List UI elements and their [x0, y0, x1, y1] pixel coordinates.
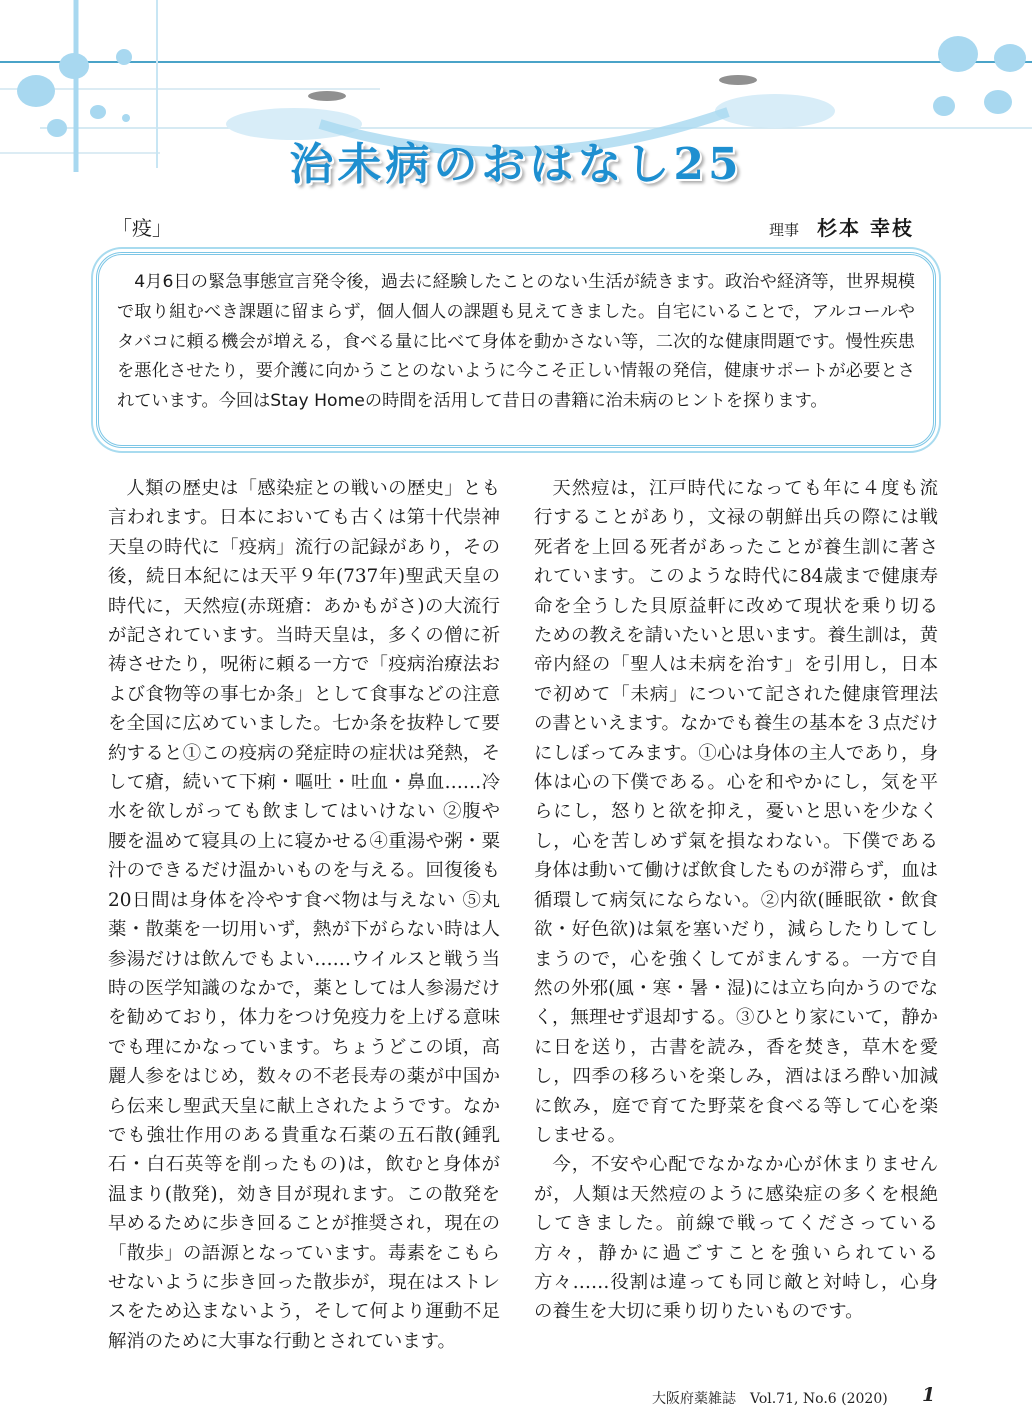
page-title: 治未病のおはなし25	[289, 139, 743, 190]
intro-text: 4月6日の緊急事態宣言発令後，過去に経験したことのない生活が続きます。政治や経済等，世界規模で取り組むべき課題に留まらず，個人個人の課題も見えてきました。自宅にいることで，アルコールやタバコに頼る機会が増える，食べる量に比べて身体を動かさない等，二次的な健康問題です。慢性疾患を悪化させたり，要介護に向かうことのないように今こそ正しい情報の発信，健康サポートが必要とされています。今回はStay Homeの時間を活用して昔日の書籍に治未病のヒントを探ります。	[117, 272, 915, 412]
body-paragraph: 今，不安や心配でなかなか心が休まりませんが，人類は天然痘のように感染症の多くを根絶してきました。前線で戦ってくださっている方々，静かに過ごすことを強いられている方々……役割は違っても同じ敵と対峙し，心身の養生を大切に乗り切りたいものです。	[534, 1154, 938, 1323]
intro-box	[96, 252, 936, 448]
bubble	[90, 105, 106, 119]
bubble	[116, 49, 132, 65]
page-number: 1	[922, 1384, 936, 1406]
author-name: 杉本 幸枝	[817, 216, 914, 240]
journal-name: 大阪府薬雑誌	[652, 1391, 736, 1407]
swoosh	[715, 94, 835, 128]
journal-volume: Vol.71, No.6 (2020)	[750, 1391, 888, 1407]
author-line	[769, 212, 914, 241]
bubble	[933, 96, 955, 116]
bubble	[59, 53, 89, 79]
bubble	[994, 44, 1026, 72]
topic-heading: 「疫」	[112, 216, 172, 240]
body-paragraph: 天然痘は，江戸時代になっても年に４度も流行することがあり，文禄の朝鮮出兵の際には戦死者を上回る死者があったことが養生訓に著されています。このような時代に84歳まで健康寿命を全うした貝原益軒に改めて現状を乗り切るための教えを請いたいと思います。養生訓は，黄帝内経の「聖人は未病を治す」を引用し，日本で初めて「未病」について記された健康管理法の書といえます。なかでも養生の基本を３点だけにしぼってみます。①心は身体の主人であり，身体は心の下僕である。心を和やかにし，気を平らにし，怒りと欲を抑え，憂いと思いを少なくし，心を苦しめず氣を損なわない。下僕である身体は動いて働けば飲食したものが滞らず，血は循環して病気にならない。②内欲(睡眠欲・飲食欲・好色欲)は氣を塞いだり，減らしたりしてしまうので，心を強くしてがまんする。一方で自然の外邪(風・寒・暑・湿)には立ち向かうのでなく，無理せず退却する。③ひとり家にいて，静かに日を送り，古書を読み，香を焚き，草木を愛し，四季の移ろいを楽しみ，酒はほろ酔い加減に飲み，庭で育てた野菜を食べる等して心を楽しませる。	[534, 478, 938, 1146]
bubble	[938, 36, 978, 72]
bubble	[122, 114, 130, 122]
body-column-right	[534, 474, 938, 1327]
author-role: 理事	[769, 221, 800, 239]
grey-dash	[719, 75, 757, 85]
bubble	[17, 75, 55, 107]
body-column-left	[108, 474, 500, 1356]
page-footer	[652, 1384, 936, 1408]
grey-dash	[308, 91, 346, 101]
bubble	[984, 90, 1012, 114]
body-paragraph: 人類の歴史は「感染症との戦いの歴史」とも言われます。日本においても古くは第十代崇神天皇の時代に「疫病」流行の記録があり，その後，続日本紀には天平９年(737年)聖武天皇の時代に，天然痘(赤斑瘡：あかもがさ)の大流行が記されています。当時天皇は，多くの僧に祈祷させたり，呪術に頼る一方で「疫病治療法および食物等の事七か条」として食事などの注意を全国に広めていました。七か条を抜粋して要約すると①この疫病の発症時の症状は発熱，そして瘡，続いて下痢・嘔吐・吐血・鼻血……冷水を欲しがっても飲ましてはいけない ②腹や腰を温めて寝具の上に寝かせる④重湯や粥・粟汁のできるだけ温かいものを与える。回復後も20日間は身体を冷やす食べ物は与えない ⑤丸薬・散薬を一切用いず，熱が下がらない時は人参湯だけは飲んでもよい……ウイルスと戦う当時の医学知識のなかで，薬としては人参湯だけを勧めており，体力をつけ免疫力を上げる意味でも理にかなっています。ちょうどこの頃，高麗人参をはじめ，数々の不老長寿の薬が中国から伝来し聖武天皇に献上されたようです。なかでも強壮作用のある貴重な石薬の五石散(鍾乳石・白石英等を削ったもの)は，飲むと身体が温まり(散発)，効き目が現れます。この散発を早めるために歩き回ることが推奨され，現在の「散歩」の語源となっています。毒素をこもらせないように歩き回った散歩が，現在はストレスをため込まないよう，そして何より運動不足解消のために大事な行動とされています。	[108, 478, 500, 1352]
